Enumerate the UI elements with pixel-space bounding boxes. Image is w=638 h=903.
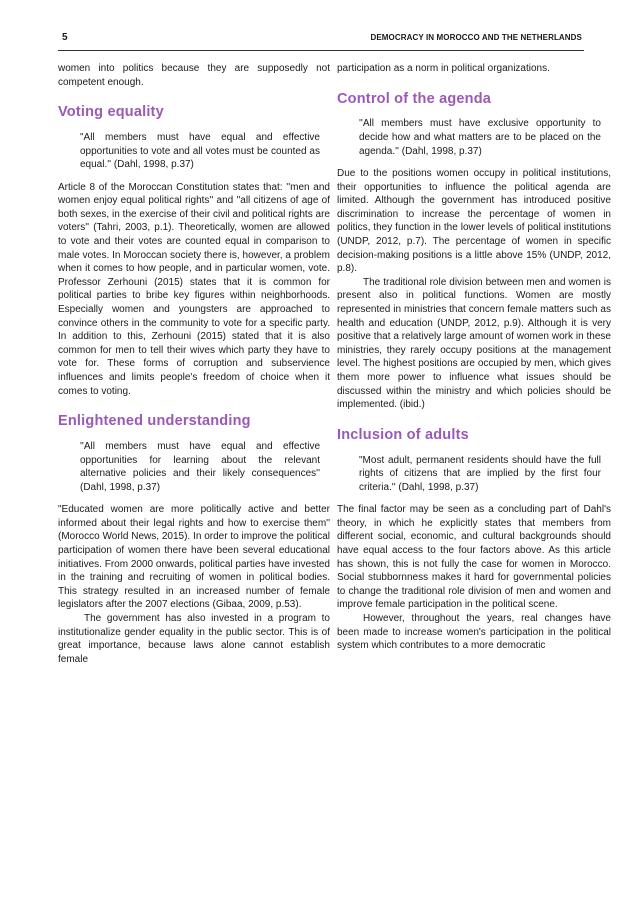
- paragraph: The final factor may be seen as a concluding part of Dahl's theory, in which he explicitly states that members from different social, economic, and cultural backgrounds should have equal access to the four factors above. As this article has shown, this is not fully the case for women in Morocco. Social stubbornness makes it hard for governmental policies to change the traditional role division of men and women and improve female participation in the political scene.: [337, 504, 611, 611]
- page-number: 5: [62, 32, 68, 43]
- section-heading-voting-equality: Voting equality: [58, 104, 164, 121]
- left-column: [58, 62, 330, 666]
- block-quote: ''All members must have exclusive opportunity to decide how and what matters are to be placed on the agenda.'' (Dahl, 1998, p.37): [359, 118, 601, 157]
- paragraph: Article 8 of the Moroccan Constitution states that: ''men and women enjoy equal political rights'' and ''all citizens of age of both sexes, in the exercise of their civil and political rights are voters'' (Tahri, 2003, p.1). Theoretically, women are allowed to vote and their votes are counted equal in comparison to male votes. In Moroccan society there is, however, a problem when it comes to how people, and in particular women, vote. Professor Zerhouni (2015) states that it is common for political parties to bribe key figures within neighborhoods. Especially women and youngsters are approached to convince others in the community to vote for a specific party. In addition to this, Zerhouni (2015) stated that it is also common for men to tell their wives which party they have to vote for. These forms of corruption and subservience influences and limits people's freedom of choice when it comes to voting.: [58, 181, 330, 397]
- section-heading-inclusion-of-adults: Inclusion of adults: [337, 426, 469, 443]
- paragraph: However, throughout the years, real changes have been made to increase women's participation in the political system which contributes to a more democratic: [337, 613, 611, 652]
- paragraph: The traditional role division between men and women is present also in political functions. Women are mostly represented in ministries that concern female matters such as health and education (UNDP, 2012, p.9). Although it is very positive that a relatively large amount of women work in these ministries, they rarely occupy positions at the management level. The highest positions are occupied by men, which gives them more power to influence what issues should be discussed within the ministry and which policies should be implemented. (ibid.): [337, 276, 611, 411]
- running-title: DEMOCRACY IN MOROCCO AND THE NETHERLANDS: [370, 33, 582, 42]
- page-header: [58, 28, 584, 51]
- section-heading-control-of-agenda: Control of the agenda: [337, 90, 492, 107]
- paragraph: women into politics because they are supposedly not competent enough.: [58, 63, 330, 88]
- paragraph: "Educated women are more politically active and better informed about their legal rights and how to exercise them'' (Morocco World News, 2015). In order to improve the political participation of women there have been several educational initiatives. From 2000 onwards, political parties have invested in the training and recruiting of women in political bodies. This strategy resulted in an increased number of female legislators after the 2007 elections (Gibaa, 2009, p.53).: [58, 504, 330, 611]
- paragraph: Due to the positions women occupy in political institutions, their opportunities to influence the political agenda are limited. Although the government has introduced positive discrimination to increase the percentage of women in politics, they function in the lower levels of political institutions (UNDP, 2012, p.7). The percentage of women in specific decision-making positions is a little above 15% (UNDP, 2012, p.8).: [337, 168, 611, 275]
- block-quote: ''All members must have equal and effective opportunities for learning about the relevant alternative policies and their likely consequences'' (Dahl, 1998, p.37): [80, 440, 320, 493]
- section-heading-enlightened-understanding: Enlightened understanding: [58, 413, 251, 430]
- block-quote: "Most adult, permanent residents should have the full rights of citizens that are implied by the first four criteria.'' (Dahl, 1998, p.37): [359, 454, 601, 493]
- block-quote: "All members must have equal and effective opportunities to vote and all votes must be counted as equal.'' (Dahl, 1998, p.37): [80, 131, 320, 171]
- paragraph: The government has also invested in a program to institutionalize gender equality in the public sector. This is of great importance, because laws alone cannot establish female: [58, 613, 330, 665]
- paragraph: participation as a norm in political organizations.: [337, 63, 550, 74]
- right-column: [337, 62, 611, 653]
